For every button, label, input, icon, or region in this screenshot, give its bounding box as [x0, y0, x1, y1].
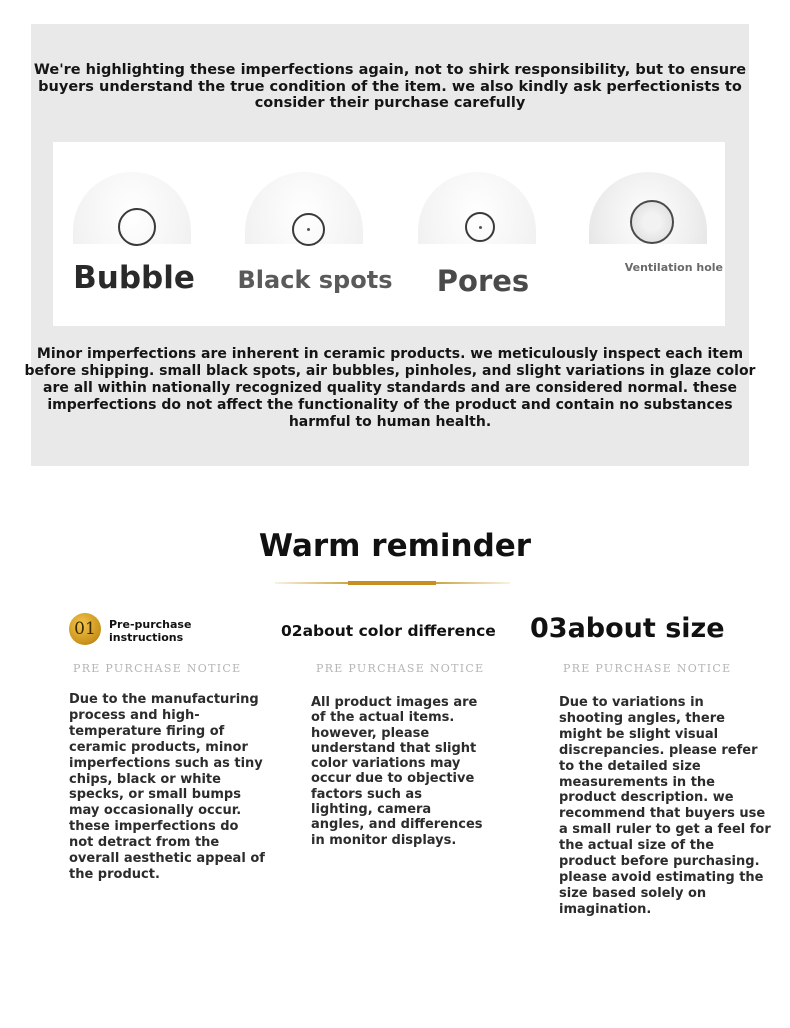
section-heading-pre-purchase: Pre-purchase instructions [109, 618, 192, 644]
section-heading-color-difference: 02about color difference [281, 622, 496, 640]
pre-purchase-notice-label: PRE PURCHASE NOTICE [73, 662, 242, 675]
pore-dot [479, 226, 482, 229]
pore-ring-icon [465, 212, 495, 242]
warm-reminder-title: Warm reminder [258, 528, 532, 564]
sample-label-black-spots: Black spots [237, 266, 393, 294]
section-body-size: Due to variations in shooting angles, there might be slight visual discrepancies. please refer to the detailed size measurements in the product description. we recommend that buyers use a small ruler to get a feel for the actual size of the product before purchasing. please avoid estimating the size based solely on imagination. [559, 695, 771, 917]
imperfection-samples-card [53, 142, 725, 326]
imperfection-disclaimer: Minor imperfections are inherent in ceramic products. we meticulously inspect each item before shipping. small black spots, air bubbles, pinholes, and slight variations in glaze color are all within nationally recognized quality standards and are considered normal. these imperfections do not affect the functionality of the product and contain no substances harmful to human health. [24, 346, 756, 430]
notice-headline: We're highlighting these imperfections again, not to shirk responsibility, but to ensure buyers understand the true condition of the item. we also kindly ask perfectionists to consider their purchase carefully [33, 62, 747, 111]
sample-pores [408, 172, 558, 302]
sample-label-pores: Pores [436, 264, 530, 298]
black-spot-ring-icon [292, 213, 325, 246]
number-badge-01: 01 [69, 613, 101, 645]
sample-label-bubble: Bubble [73, 260, 195, 296]
black-spot-dot [307, 228, 310, 231]
sample-ventilation-hole [579, 172, 729, 302]
imperfection-notice-panel [24, 24, 756, 466]
section-body-pre-purchase: Due to the manufacturing process and high-temperature firing of ceramic products, minor imperfections such as tiny chips, black or white specks, or small bumps may occasionally occur. these imperfections do not detract from the overall aesthetic appeal of the product. [69, 692, 265, 882]
gold-divider-accent [348, 581, 436, 585]
sample-black-spots [235, 172, 393, 302]
pre-purchase-notice-label: PRE PURCHASE NOTICE [316, 662, 485, 675]
sample-label-ventilation-hole: Ventilation hole [624, 261, 723, 274]
sample-bubble [63, 172, 213, 302]
section-body-color-difference: All product images are of the actual items. however, please understand that slight color variations may occur due to objective factors such as lighting, camera angles, and differences in monitor displays. [311, 695, 483, 848]
bubble-ring-icon [118, 208, 156, 246]
pre-purchase-notice-label: PRE PURCHASE NOTICE [563, 662, 732, 675]
ventilation-hole-ring-icon [630, 200, 674, 244]
section-heading-size: 03about size [530, 613, 725, 644]
